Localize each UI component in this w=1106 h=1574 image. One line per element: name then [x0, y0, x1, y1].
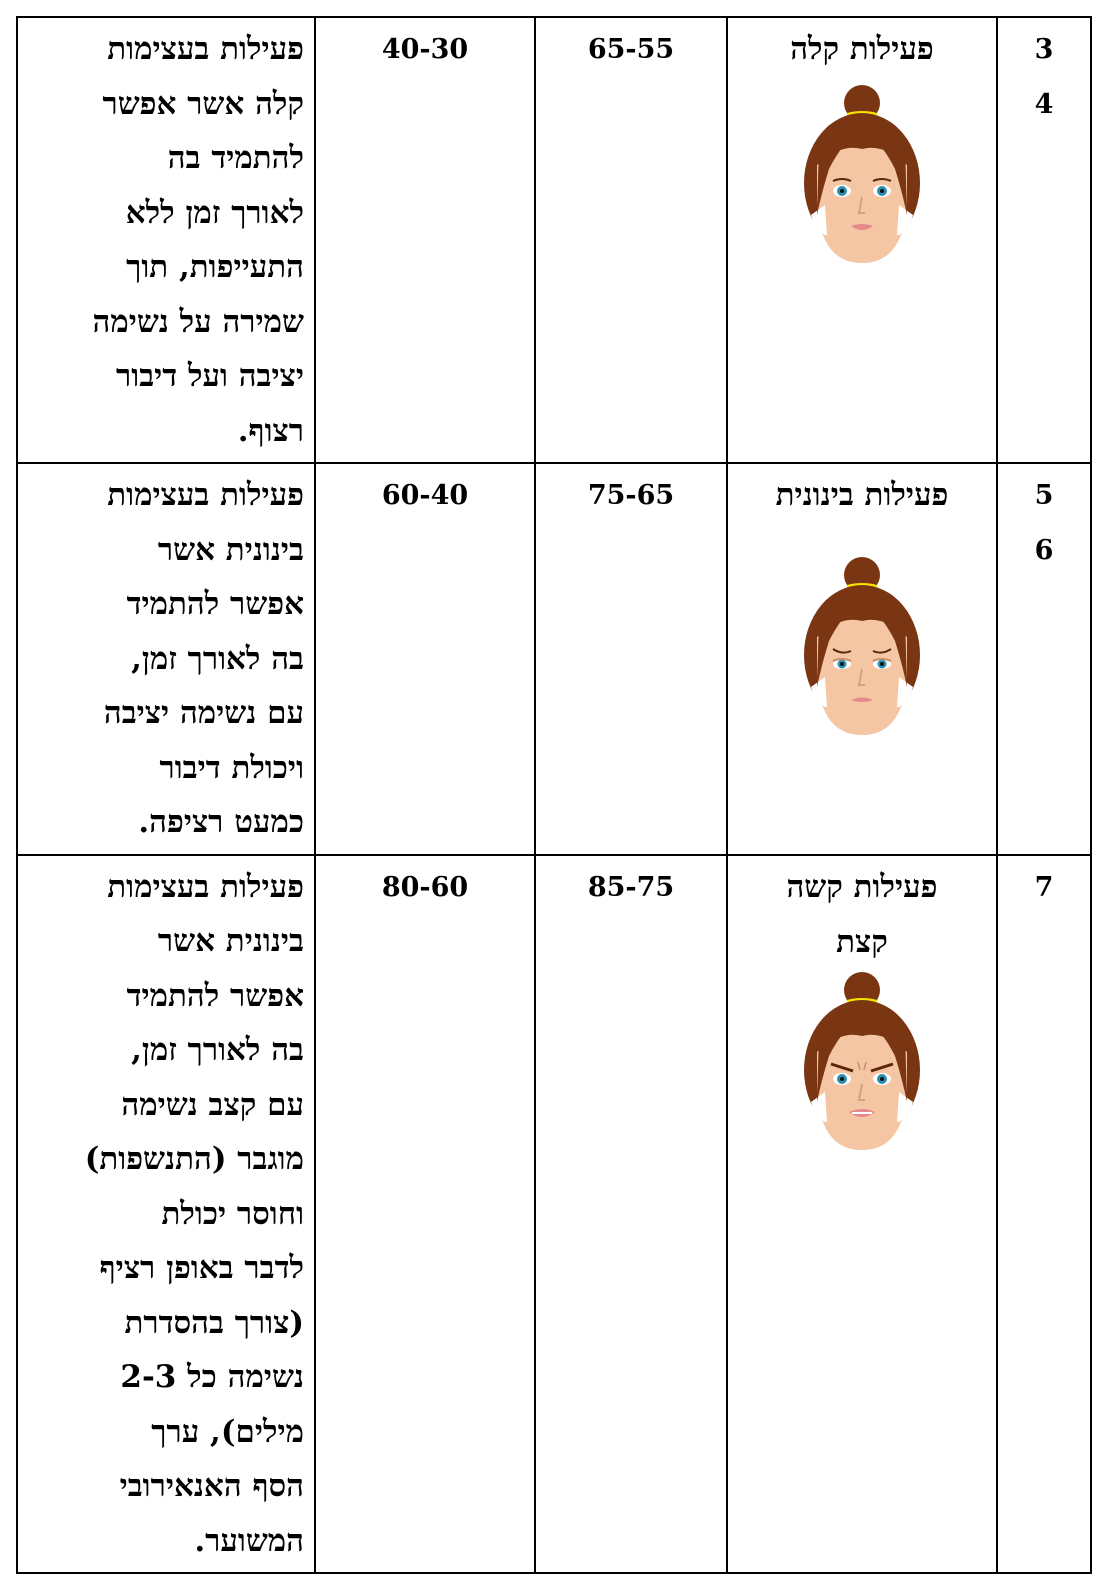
description-line: בינונית אשר — [157, 923, 304, 959]
description-line: אפשר להתמיד — [126, 977, 304, 1014]
table-row — [17, 855, 1091, 1574]
description-line: עם קצב נשימה — [121, 1086, 304, 1123]
heart-rate-range-a-cell — [535, 463, 727, 855]
description-line: לדבר באופן רציף — [99, 1250, 304, 1286]
description-line: וחוסר יכולת — [161, 1195, 304, 1232]
effort-description-cell — [17, 855, 315, 1574]
description-line: רצוף. — [237, 412, 304, 449]
heart-rate-range-b-cell — [315, 855, 535, 1574]
effort-description-cell — [17, 463, 315, 855]
description-line: בינונית אשר — [157, 531, 304, 568]
heart-rate-range-b: 80-60 — [381, 871, 469, 903]
description-line: המשוער. — [194, 1522, 304, 1559]
effort-description-cell — [17, 17, 315, 463]
description-line: (צורך בהסדרת — [124, 1304, 304, 1341]
description-line: בה לאורך זמן, — [131, 640, 304, 677]
effort-name-cell — [727, 17, 997, 463]
heart-rate-range-a: 75-65 — [587, 480, 675, 511]
table-row — [17, 17, 1091, 463]
effort-name-cell — [727, 855, 997, 1574]
effort-level-cell — [997, 855, 1091, 1574]
face-relaxed-icon — [803, 85, 921, 265]
effort-level-cell — [997, 463, 1091, 855]
description-line: לאורך זמן ללא — [125, 194, 304, 231]
effort-level-cell — [997, 17, 1091, 463]
heart-rate-range-b: 40-30 — [381, 34, 469, 65]
description-line: פעילות בעצימות — [107, 477, 304, 513]
effort-level-value: 3 — [1034, 34, 1054, 65]
effort-name: פעילות קלה — [790, 31, 934, 67]
heart-rate-range-b: 60-40 — [381, 480, 469, 511]
description-line: עם נשימה יציבה — [103, 695, 304, 731]
effort-name: פעילות קשה — [786, 868, 938, 905]
description-line: פעילות בעצימות — [107, 868, 304, 905]
description-line: בה לאורך זמן, — [131, 1032, 304, 1068]
description-line: מילים), ערך — [151, 1413, 304, 1450]
table-row — [17, 463, 1091, 855]
heart-rate-range-a-cell — [535, 17, 727, 463]
heart-rate-range-a: 85-75 — [587, 871, 675, 903]
effort-level-value: 4 — [1034, 89, 1054, 120]
description-line: כמעט רציפה. — [138, 804, 304, 840]
effort-level-table — [16, 16, 1092, 1574]
effort-name: פעילות בינונית — [775, 477, 949, 513]
description-line: להתמיד בה — [167, 140, 304, 176]
description-line: קלה אשר אפשר — [102, 85, 304, 122]
effort-level-value: 5 — [1034, 480, 1054, 511]
face-tired-icon — [803, 557, 921, 737]
description-line: נשימה כל 2-3 — [120, 1359, 304, 1395]
description-line: ויכולת דיבור — [159, 749, 304, 786]
heart-rate-range-a-cell — [535, 855, 727, 1574]
description-line: פעילות בעצימות — [107, 31, 304, 67]
heart-rate-range-b-cell — [315, 463, 535, 855]
description-line: יציבה ועל דיבור — [116, 358, 304, 394]
effort-name-cell — [727, 463, 997, 855]
heart-rate-range-a: 65-55 — [587, 34, 675, 65]
description-line: התעייפות, תוך — [126, 249, 304, 285]
description-line: שמירה על נשימה — [92, 303, 304, 340]
description-line: אפשר להתמיד — [126, 586, 304, 622]
face-strained-icon — [803, 972, 921, 1152]
effort-name: קצת — [836, 923, 888, 960]
description-line: מוגבר (התנשפות) — [84, 1141, 304, 1177]
effort-level-value: 6 — [1034, 535, 1054, 566]
effort-level-value: 7 — [1034, 871, 1054, 903]
heart-rate-range-b-cell — [315, 17, 535, 463]
description-line: הסף האנאירובי — [119, 1468, 304, 1504]
